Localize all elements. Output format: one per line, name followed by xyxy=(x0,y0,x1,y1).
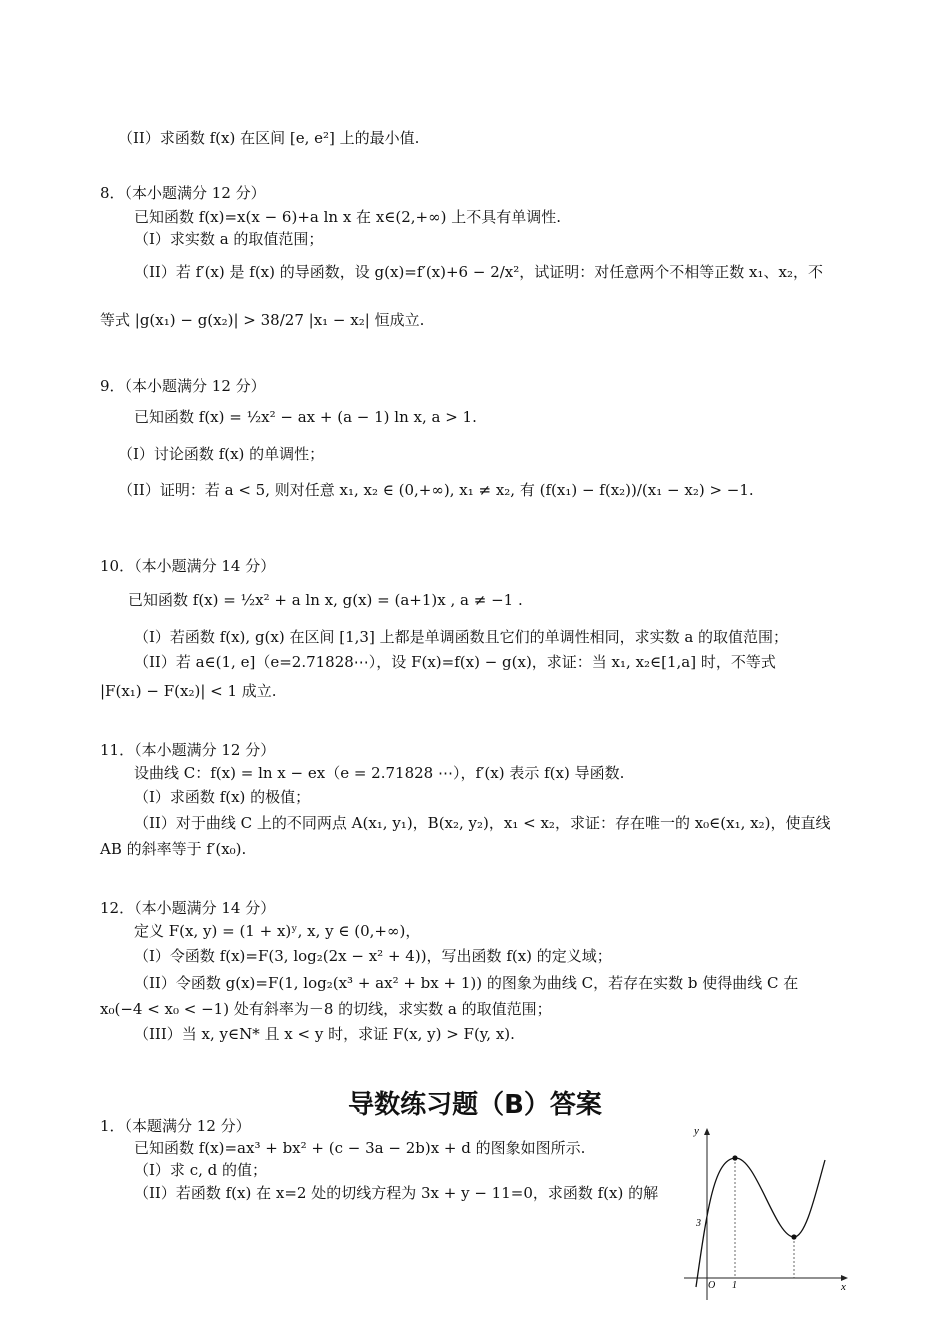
x-axis-label: x xyxy=(841,1281,846,1293)
q12-part2-cont: x₀(−4 < x₀ < −1) 处有斜率为－8 的切线，求实数 a 的取值范围； xyxy=(100,1000,552,1018)
a1-part2: （II）若函数 f(x) 在 x=2 处的切线方程为 3x + y − 11=0，求函数 f(x) 的解 xyxy=(134,1184,659,1202)
q7-part2: （II）求函数 f(x) 在区间 [e, e²] 上的最小值. xyxy=(118,129,420,147)
x-tick-label: 1 xyxy=(732,1280,737,1291)
q11-statement: 设曲线 C：f(x) = ln x − ex（e = 2.71828 ⋯），f′(x) 表示 f(x) 导函数. xyxy=(134,764,625,782)
q11-part2: （II）对于曲线 C 上的不同两点 A(x₁, y₁)，B(x₂, y₂)，x₁ < x₂，求证：存在唯一的 x₀∈(x₁, x₂)，使直线 xyxy=(134,814,831,832)
q11-part2-cont: AB 的斜率等于 f′(x₀). xyxy=(100,840,247,858)
q11-part1: （I）求函数 f(x) 的极值； xyxy=(134,788,311,806)
q12-heading: 12．（本小题满分 14 分） xyxy=(100,899,276,917)
a1-part1: （I）求 c, d 的值； xyxy=(134,1161,268,1179)
q10-statement: 已知函数 f(x) = ½x² + a ln x, g(x) = (a+1)x , a ≠ −1 . xyxy=(128,591,523,609)
q8-part1: （I）求实数 a 的取值范围； xyxy=(134,230,324,248)
q9-heading: 9．（本小题满分 12 分） xyxy=(100,377,266,395)
q10-part2: （II）若 a∈(1, e]（e=2.71828⋯），设 F(x)=f(x) − g(x)，求证：当 x₁, x₂∈[1,a] 时，不等式 xyxy=(134,653,776,671)
q12-definition: 定义 F(x, y) = (1 + x)ʸ, x, y ∈ (0,+∞)， xyxy=(134,922,421,940)
q8-statement: 已知函数 f(x)=x(x − 6)+a ln x 在 x∈(2,+∞) 上不具有单调性. xyxy=(134,208,562,226)
min-point xyxy=(791,1234,796,1239)
y-axis-arrow xyxy=(704,1128,710,1135)
q9-part2: （II）证明：若 a < 5, 则对任意 x₁, x₂ ∈ (0,+∞), x₁ ≠ x₂, 有 (f(x₁) − f(x₂))/(x₁ − x₂) > −1. xyxy=(118,481,754,499)
q12-part2: （II）令函数 g(x)=F(1, log₂(x³ + ax² + bx + 1)) 的图象为曲线 C，若存在实数 b 使得曲线 C 在 xyxy=(134,974,799,992)
q10-part1: （I）若函数 f(x), g(x) 在区间 [1,3] 上都是单调函数且它们的单调性相同，求实数 a 的取值范围； xyxy=(134,628,789,646)
max-point xyxy=(732,1155,737,1160)
q9-part1: （I）讨论函数 f(x) 的单调性； xyxy=(118,445,325,463)
q8-heading: 8．（本小题满分 12 分） xyxy=(100,184,266,202)
q11-heading: 11．（本小题满分 12 分） xyxy=(100,741,276,759)
q12-part1: （I）令函数 f(x)=F(3, log₂(2x − x² + 4))，写出函数 f(x) 的定义域； xyxy=(134,947,612,965)
a1-statement: 已知函数 f(x)=ax³ + bx² + (c − 3a − 2b)x + d 的图象如图所示. xyxy=(134,1139,586,1157)
q10-heading: 10．（本小题满分 14 分） xyxy=(100,557,276,575)
y-tick-label: 3 xyxy=(696,1218,701,1229)
y-axis-label: y xyxy=(694,1125,699,1137)
q10-part2-cont: |F(x₁) − F(x₂)| < 1 成立. xyxy=(100,682,277,700)
cubic-curve xyxy=(696,1158,825,1287)
q9-statement: 已知函数 f(x) = ½x² − ax + (a − 1) ln x, a > 1. xyxy=(134,408,477,426)
origin-label: O xyxy=(708,1280,716,1291)
q8-part2-cont: 等式 |g(x₁) − g(x₂)| > 38/27 |x₁ − x₂| 恒成立. xyxy=(100,311,425,329)
a1-heading: 1．（本题满分 12 分） xyxy=(100,1117,251,1135)
q8-part2: （II）若 f′(x) 是 f(x) 的导函数，设 g(x)=f′(x)+6 − 2/x²，试证明：对任意两个不相等正数 x₁、x₂，不 xyxy=(134,263,823,281)
answers-title: 导数练习题（B）答案 xyxy=(348,1090,602,1120)
q12-part3: （III）当 x, y∈N* 且 x < y 时，求证 F(x, y) > F(y, x). xyxy=(134,1025,515,1043)
function-graph xyxy=(680,1122,850,1302)
